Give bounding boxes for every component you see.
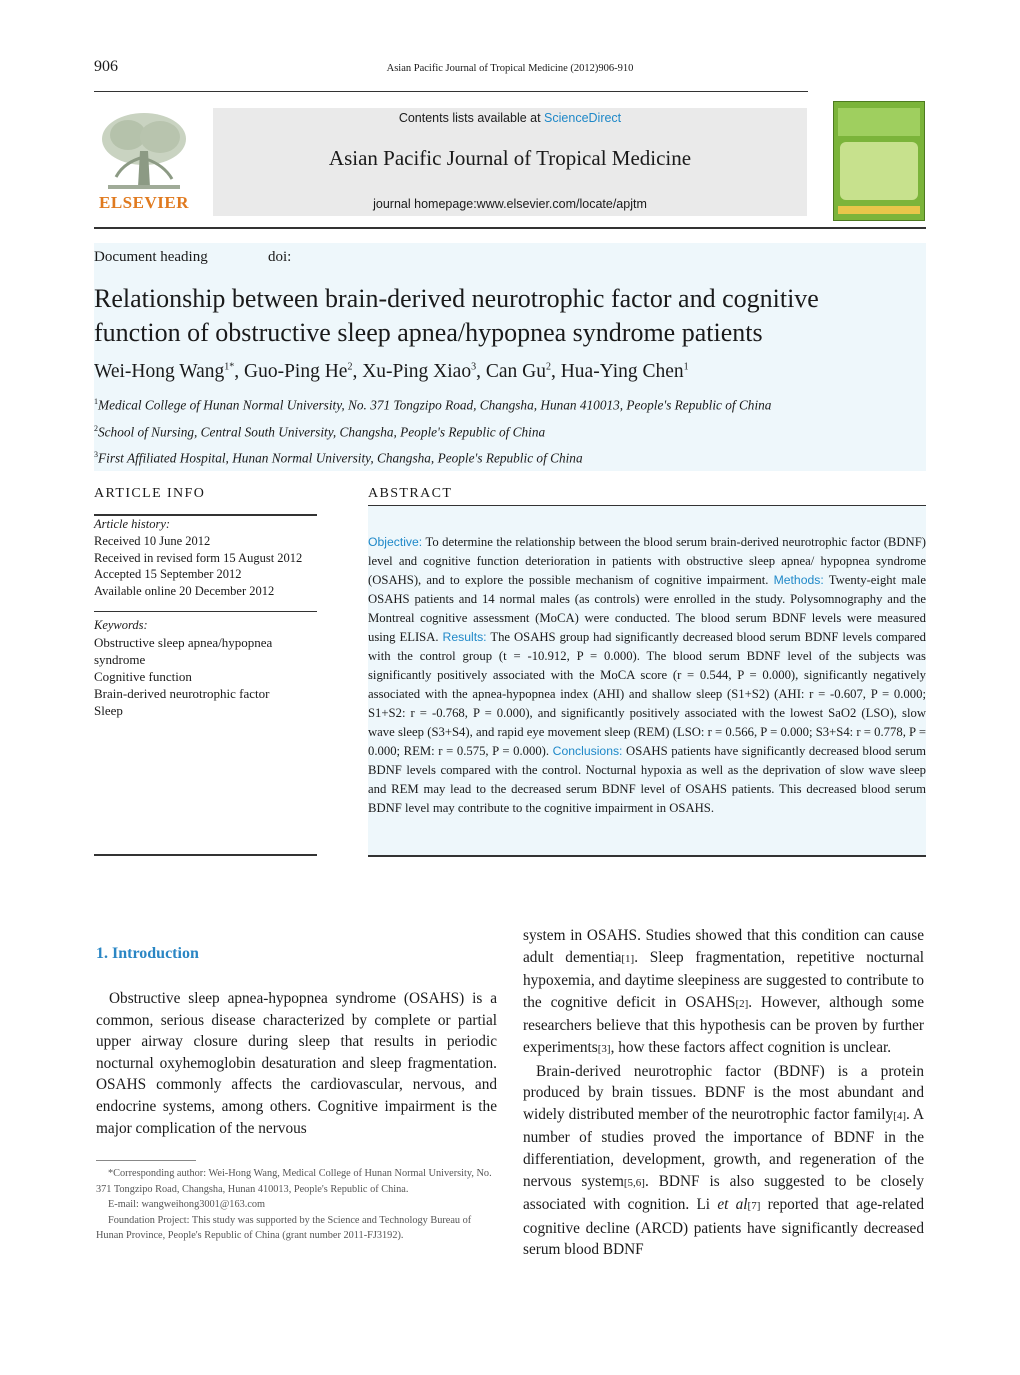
citation-ref[interactable]: [4] [893,1109,906,1122]
affiliation-number: 2 [94,424,98,433]
article-history-label: Article history: [94,517,171,531]
text-run: Obstructive sleep apnea-hypopnea syndrome (OSAHS) is a common, serious disease characterized by complete or partial upper airway closure during sleep that results in periodic nocturnal oxyhemoglobin desaturation and sleep fragmentation. OSAHS commonly affects the cardiovascular, nervous, and endocrine systems, among others. Cognitive impairment is the major complication of the nervous [96,990,497,1137]
keywords-label: Keywords: [94,618,148,632]
history-item: Received in revised form 15 August 2012 [94,550,303,565]
author-affiliation-mark: 1* [224,361,235,373]
citation-ref[interactable]: [1] [621,952,635,965]
author-separator: , [550,361,561,382]
journal-homepage[interactable]: journal homepage:www.elsevier.com/locate/apjtm [373,197,647,211]
banner-bottom-rule [94,227,926,229]
article-info-heading: ARTICLE INFO [94,486,206,501]
foundation-note: Foundation Project: This study was supported by the Science and Technology Bureau of Hunan Province, People's Republic of China (grant number 2011-FJ3192). [96,1214,472,1241]
intro-paragraph-2 [523,1061,924,1261]
header-rule [94,91,808,92]
history-rule [94,611,317,612]
journal-name: Asian Pacific Journal of Tropical Medicine [328,146,692,170]
author-name: Wei-Hong Wang [94,361,225,382]
affiliation-text: School of Nursing, Central South University, Changsha, People's Republic of China [98,424,546,440]
text-run: Brain-derived neurotrophic factor (BDNF) is a protein produced by brain tissues. BDNF is the most abundant and widely distributed member of the neurotrophic factor family [523,1062,924,1123]
text-run: . Sleep fragmentation, repetitive nocturnal hypoxemia, and daytime sleepiness are suggested to contribute to the cognitive deficit in OSAHS [523,948,924,1011]
article-info-rule [94,514,317,516]
contents-line [213,111,807,125]
cover-stripe [838,206,920,214]
journal-cover-image [833,101,925,221]
author-separator: , [352,361,363,382]
text-run: reported that age-related cognitive decline (ARCD) patients have significantly decreased serum blood BDNF [523,1196,925,1259]
abstract-body [368,533,926,818]
abstract-bottom-rule [368,855,926,857]
italic-run: et al [717,1196,748,1214]
citation-ref[interactable]: [2] [735,997,749,1010]
affiliation-number: 3 [94,450,98,459]
conclusions-label: Conclusions: [552,744,623,758]
title-line-1: Relationship between brain-derived neurotrophic factor and cognitive [94,284,819,313]
citation-ref[interactable]: [5,6] [623,1176,645,1189]
objective-text: To determine the relationship between the blood serum brain-derived neurotrophic factor (BDNF) level and cognitive function deterioration in patients with obstructive sleep apnea/ hypopnea syndrome (OSAHS), and to explore the possible mechanism of cognitive impairment. [368,535,926,587]
introduction-heading: 1. Introduction [96,945,199,962]
keyword-item: Obstructive sleep apnea/hypopnea [94,635,273,650]
page-number: 906 [94,58,118,75]
history-item: Received 10 June 2012 [94,534,211,548]
cover-title-block [838,108,920,136]
affiliation-text: First Affiliated Hospital, Hunan Normal University, Changsha, People's Republic of China [98,450,583,466]
running-head: Asian Pacific Journal of Tropical Medicine (2012)906-910 [386,63,634,74]
author-name: Guo-Ping He [244,361,348,382]
conclusions-text: OSAHS patients have significantly decreased blood serum BDNF levels compared with the control. Nocturnal hypoxia as well as the deprivation of slow wave sleep and REM may lead to the decreased serum BDNF level of OSAHS patients. This decreased blood serum BDNF level may contribute to the cognitive impairment in OSAHS. [368,744,926,815]
text-run: . BDNF is also suggested to be closely associated with cognition. Li [523,1172,924,1214]
corresponding-author-note: *Corresponding author: Wei-Hong Wang, Medical College of Hunan Normal University, No. 371 Tongzipo Road, Changsha, Hunan 410013, People's Republic of China. [96,1168,492,1195]
article-title [94,282,928,350]
keyword-item: Sleep [94,703,123,718]
citation-ref[interactable]: [3] [597,1042,611,1055]
cover-map-graphic [840,142,918,200]
affiliation-text: Medical College of Hunan Normal University, No. 371 Tongzipo Road, Changsha, Hunan 410013, People's Republic of China [98,397,772,413]
affiliation-1 [94,397,771,413]
objective-label: Objective: [368,535,423,549]
methods-label: Methods: [773,573,824,587]
keyword-item: Cognitive function [94,669,192,684]
title-line-2: function of obstructive sleep apnea/hypopnea syndrome patients [94,318,763,347]
intro-paragraph-1 [96,988,497,1139]
text-run: , how these factors affect cognition is unclear. [610,1038,892,1056]
author-name: Can Gu [485,361,546,382]
author-separator: , [234,361,245,382]
methods-text: Twenty-eight male OSAHS patients and 14 normal males (as controls) were enrolled in the study. Polysomnography and the Montreal cognitive assessment (MoCA) were conducted. The blood serum BDNF levels were measured using ELISA. [368,573,927,644]
left-column [96,988,497,1139]
citation-ref[interactable]: [7] [747,1200,761,1213]
author-affiliation-mark: 3 [471,361,477,373]
keyword-item: Brain-derived neurotrophic factor [94,686,270,701]
email-note[interactable]: E-mail: wangweihong3001@163.com [108,1199,266,1210]
text-run: system in OSAHS. Studies showed that this condition can cause adult dementia [523,927,924,966]
keyword-item: syndrome [94,652,146,667]
affiliation-2 [94,424,545,440]
abstract-heading: ABSTRACT [368,486,453,501]
sciencedirect-link[interactable]: ScienceDirect [544,111,622,125]
results-label: Results: [442,630,487,644]
results-text: The OSAHS group had significantly decreased blood serum BDNF levels compared with the control group (t = -10.912, P = 0.000). The blood serum BDNF level of the subjects was significantly positively associated with the MoCA score (r = 0.544, P = 0.000), significantly negatively associated with the apnea-hypopnea index (AHI) and shallow sleep (S1+S2) (AHI: r = -0.607, P = 0.000; S1+S2: r = -0.768, P = 0.000), and significantly positively associated with the lowest SaO2 (LSO), slow wave sleep (S3+S4), and rapid eye movement sleep (REM) (LSO: r = 0.566, P = 0.000; S3+S4: r = 0.778, P = 0.000; REM: r = 0.575, P = 0.000). [368,630,927,758]
right-column [523,925,924,1261]
contents-prefix: Contents lists available at [398,111,545,125]
author-affiliation-mark: 2 [545,361,551,373]
author-list [94,361,928,383]
author-affiliation-mark: 2 [347,361,353,373]
affiliation-3 [94,450,583,466]
history-item: Available online 20 December 2012 [94,583,275,598]
article-info-bottom-rule [94,854,317,856]
footnotes [96,1166,497,1244]
document-heading: Document heading [94,249,208,265]
doi-label: doi: [268,249,292,265]
history-item: Accepted 15 September 2012 [94,567,242,581]
text-run: . A number of studies proved the importance of BDNF in the differentiation, development, growth, and regeneration of the nervous system [523,1105,924,1190]
intro-paragraph-1-cont [523,925,924,1061]
author-affiliation-mark: 1 [683,361,689,373]
author-name: Hua-Ying Chen [560,361,684,382]
author-name: Xu-Ping Xiao [362,361,472,382]
affiliation-number: 1 [94,397,98,406]
elsevier-wordmark: ELSEVIER [99,193,189,212]
text-run: . However, although some researchers believe that this hypothesis can be proven by further experiments [523,993,924,1056]
footnote-rule [96,1160,196,1161]
author-separator: , [476,361,486,382]
